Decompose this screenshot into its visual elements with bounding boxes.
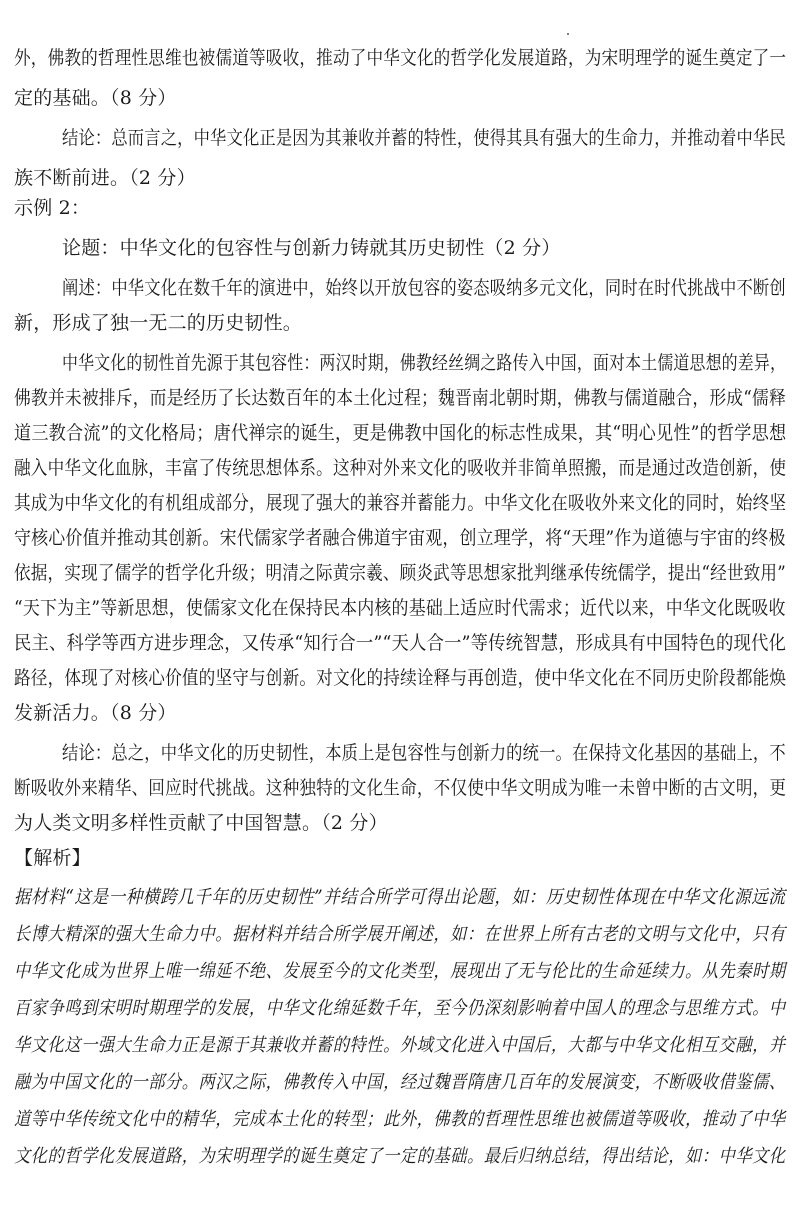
exposition-line: 新，形成了独一无二的历史韧性。 (14, 312, 303, 334)
body-line: 佛教并未被排斥，而是经历了长达数百年的本土化过程；魏晋南北朝时期，佛教与儒道融合，形成“儒释 (14, 387, 786, 409)
conclusion-line: 结论：总之，中华文化的历史韧性，本质上是包容性与创新力的统一。在保持文化基因的基础上，不 (62, 742, 786, 764)
conclusion-line: 为人类文明多样性贡献了中国智慧。（2 分） (14, 812, 388, 834)
analysis-line: 长博大精深的强大生命力中。据材料并结合所学展开阐述，如：在世界上所有古老的文明与文化中，只有 (14, 924, 786, 945)
body-line: 其成为中华文化的有机组成部分，展现了强大的兼容并蓄能力。中华文化在吸收外来文化的同时，始终坚 (14, 492, 787, 514)
analysis-line: 道等中华传统文化中的精华，完成本土化的转型；此外，佛教的哲理性思维也被儒道等吸收，推动了中华 (14, 1109, 786, 1130)
paragraph-line: 定的基础。（8 分） (14, 87, 177, 109)
analysis-line: 百家争鸣到宋明时期理学的发展，中华文化绵延数千年，至今仍深刻影响着中国人的理念与思维方式。中 (14, 998, 786, 1019)
analysis-line: 据材料“这是一种横跨几千年的历史韧性”并结合所学可得出论题，如：历史韧性体现在中华文化源远流 (14, 887, 786, 908)
paragraph-line: 外，佛教的哲理性思维也被儒道等吸收，推动了中华文化的哲学化发展道路，为宋明理学的诞生奠定了一 (14, 47, 787, 69)
body-line: 道三教合流”的文化格局；唐代禅宗的诞生，更是佛教中国化的标志性成果，其“明心见性”的哲学思想 (14, 422, 787, 444)
conclusion-line: 结论：总而言之，中华文化正是因为其兼收并蓄的特性，使得其具有强大的生命力，并推动着中华民 (62, 127, 786, 149)
scan-speck (567, 33, 569, 35)
example-heading: 示例 2： (14, 197, 91, 219)
thesis-line: 论题：中华文化的包容性与创新力铸就其历史韧性（2 分） (62, 237, 561, 259)
analysis-line: 文化的哲学化发展道路，为宋明理学的诞生奠定了一定的基础。最后归纳总结，得出结论，如：中华文化 (14, 1146, 786, 1167)
analysis-line: 中华文化成为世界上唯一绵延不绝、发展至今的文化类型，展现出了无与伦比的生命延续力。从先秦时期 (14, 961, 786, 982)
analysis-heading: 【解析】 (14, 847, 91, 869)
body-line: 民主、科学等西方进步理念，又传承“知行合一”“天人合一”等传统智慧，形成具有中国特色的现代化 (14, 632, 787, 654)
analysis-line: 华文化这一强大生命力正是源于其兼收并蓄的特性。外域文化进入中国后，大都与中华文化相互交融，并 (14, 1035, 786, 1056)
body-line: 融入中华文化血脉，丰富了传统思想体系。这种对外来文化的吸收并非简单照搬，而是通过改造创新，使 (14, 457, 787, 479)
body-line: 路径，体现了对核心价值的坚守与创新。对文化的持续诠释与再创造，使中华文化在不同历史阶段都能焕 (14, 667, 787, 689)
analysis-line: 融为中国文化的一部分。两汉之际，佛教传入中国，经过魏晋隋唐几百年的发展演变，不断吸收借鉴儒、 (14, 1072, 786, 1093)
body-line: 依据，实现了儒学的哲学化升级；明清之际黄宗羲、顾炎武等思想家批判继承传统儒学，提出“经世致用” (14, 562, 786, 584)
conclusion-line: 族不断前进。（2 分） (14, 167, 196, 189)
body-line: “天下为主”等新思想，使儒家文化在保持民本内核的基础上适应时代需求；近代以来，中华文化既吸收 (14, 597, 786, 619)
body-line: 守核心价值并推动其创新。宋代儒家学者融合佛道宇宙观，创立理学，将“天理”作为道德与宇宙的终极 (14, 527, 786, 549)
body-line: 发新活力。（8 分） (14, 702, 177, 724)
exposition-line: 阐述：中华文化在数千年的演进中，始终以开放包容的姿态吸纳多元文化，同时在时代挑战中不断创 (62, 277, 786, 299)
body-line: 中华文化的韧性首先源于其包容性：两汉时期，佛教经丝绸之路传入中国，面对本土儒道思想的差异， (62, 352, 787, 374)
conclusion-line: 断吸收外来精华、回应时代挑战。这种独特的文化生命，不仅使中华文明成为唯一未曾中断的古文明，更 (14, 777, 787, 799)
